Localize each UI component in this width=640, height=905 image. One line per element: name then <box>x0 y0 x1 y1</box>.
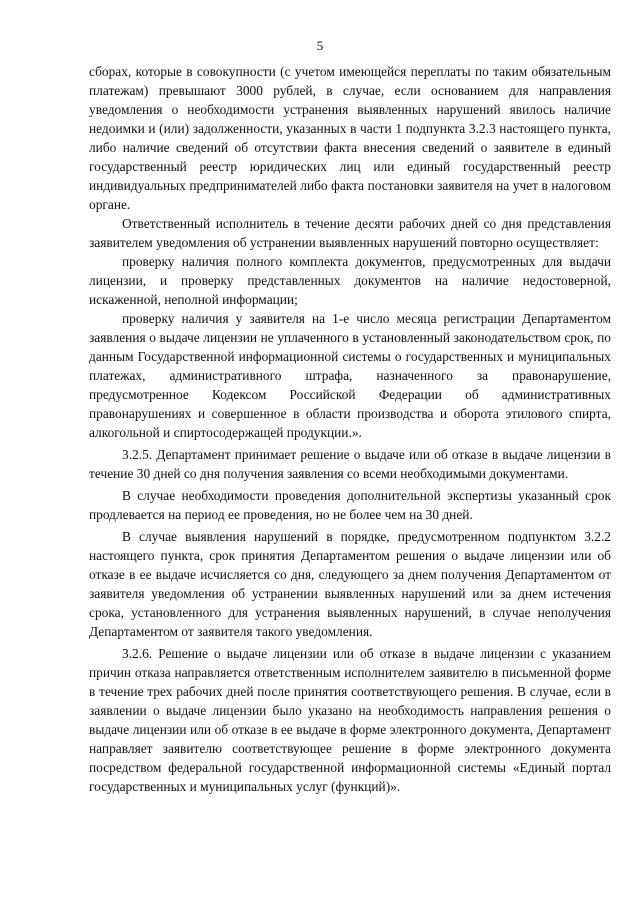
paragraph-document-check: проверку наличия полного комплекта документов, предусмотренных для выдачи лицензии, и проверку представленных документов на наличие недостоверной, искаженной, неполной информации; <box>89 254 611 307</box>
document-body <box>89 62 611 796</box>
paragraph-violation-deadline: В случае выявления нарушений в порядке, предусмотренном подпунктом 3.2.2 настоящего пункта, срок принятия Департаментом решения о выдаче лицензии или об отказе в ее выдаче исчисляется со дня, следующего за днем получения Департаментом от заявителя уведомления об устранении выявленных нарушений или за днем истечения срока, установленного для устранения выявленных нарушений, в случае неполучения Департаментом от заявителя такого уведомления. <box>89 529 611 639</box>
paragraph-3-2-6: 3.2.6. Решение о выдаче лицензии или об отказе в выдаче лицензии с указанием причин отказа направляется ответственным исполнителем заявителю в письменной форме в течение трех рабочих дней после принятия соответствующего решения. В случае, если в заявлении о выдаче лицензии было указано на необходимость направления решения о выдаче лицензии или об отказе в ее выдаче в форме электронного документа, Департамент направляет заявителю соответствующее решение в форме электронного документа посредством федеральной государственной информационной системы «Единый портал государственных и муниципальных услуг (функций)». <box>89 646 611 794</box>
paragraph-3-2-5: 3.2.5. Департамент принимает решение о выдаче или об отказе в выдаче лицензии в течение 30 дней со дня получения заявления со всеми необходимыми документами. <box>89 447 611 481</box>
paragraph-fine-check: проверку наличия у заявителя на 1-е число месяца регистрации Департаментом заявления о выдаче лицензии не уплаченного в установленный законодательством срок, по данным Государственной информационной системы о государственных и муниципальных платежах, административного штрафа, назначенного за правонарушение, предусмотренное Кодексом Российской Федерации об административных правонарушениях и совершенное в области производства и оборота этилового спирта, алкогольной и спиртосодержащей продукции.». <box>89 311 611 440</box>
paragraph-fees-continuation: сборах, которые в совокупности (с учетом имеющейся переплаты по таким обязательным платежам) превышают 3000 рублей, в случае, если основанием для направления уведомления о необходимости устранения выявленных нарушений явилось наличие недоимки и (или) задолженности, указанных в части 1 подпункта 3.2.3 настоящего пункта, либо наличие сведений об отсутствии факта внесения сведений о заявителе в единый государственный реестр юридических лиц или единый государственный реестр индивидуальных предпринимателей либо факта постановки заявителя на учет в налоговом органе. <box>89 64 611 212</box>
page-number: 5 <box>316 38 324 53</box>
paragraph-repeat-check-intro: Ответственный исполнитель в течение десяти рабочих дней со дня представления заявителем уведомления об устранении выявленных нарушений повторно осуществляет: <box>89 216 611 250</box>
paragraph-expertise-extension: В случае необходимости проведения дополнительной экспертизы указанный срок продлевается на период ее проведения, но не более чем на 30 дней. <box>89 488 611 522</box>
